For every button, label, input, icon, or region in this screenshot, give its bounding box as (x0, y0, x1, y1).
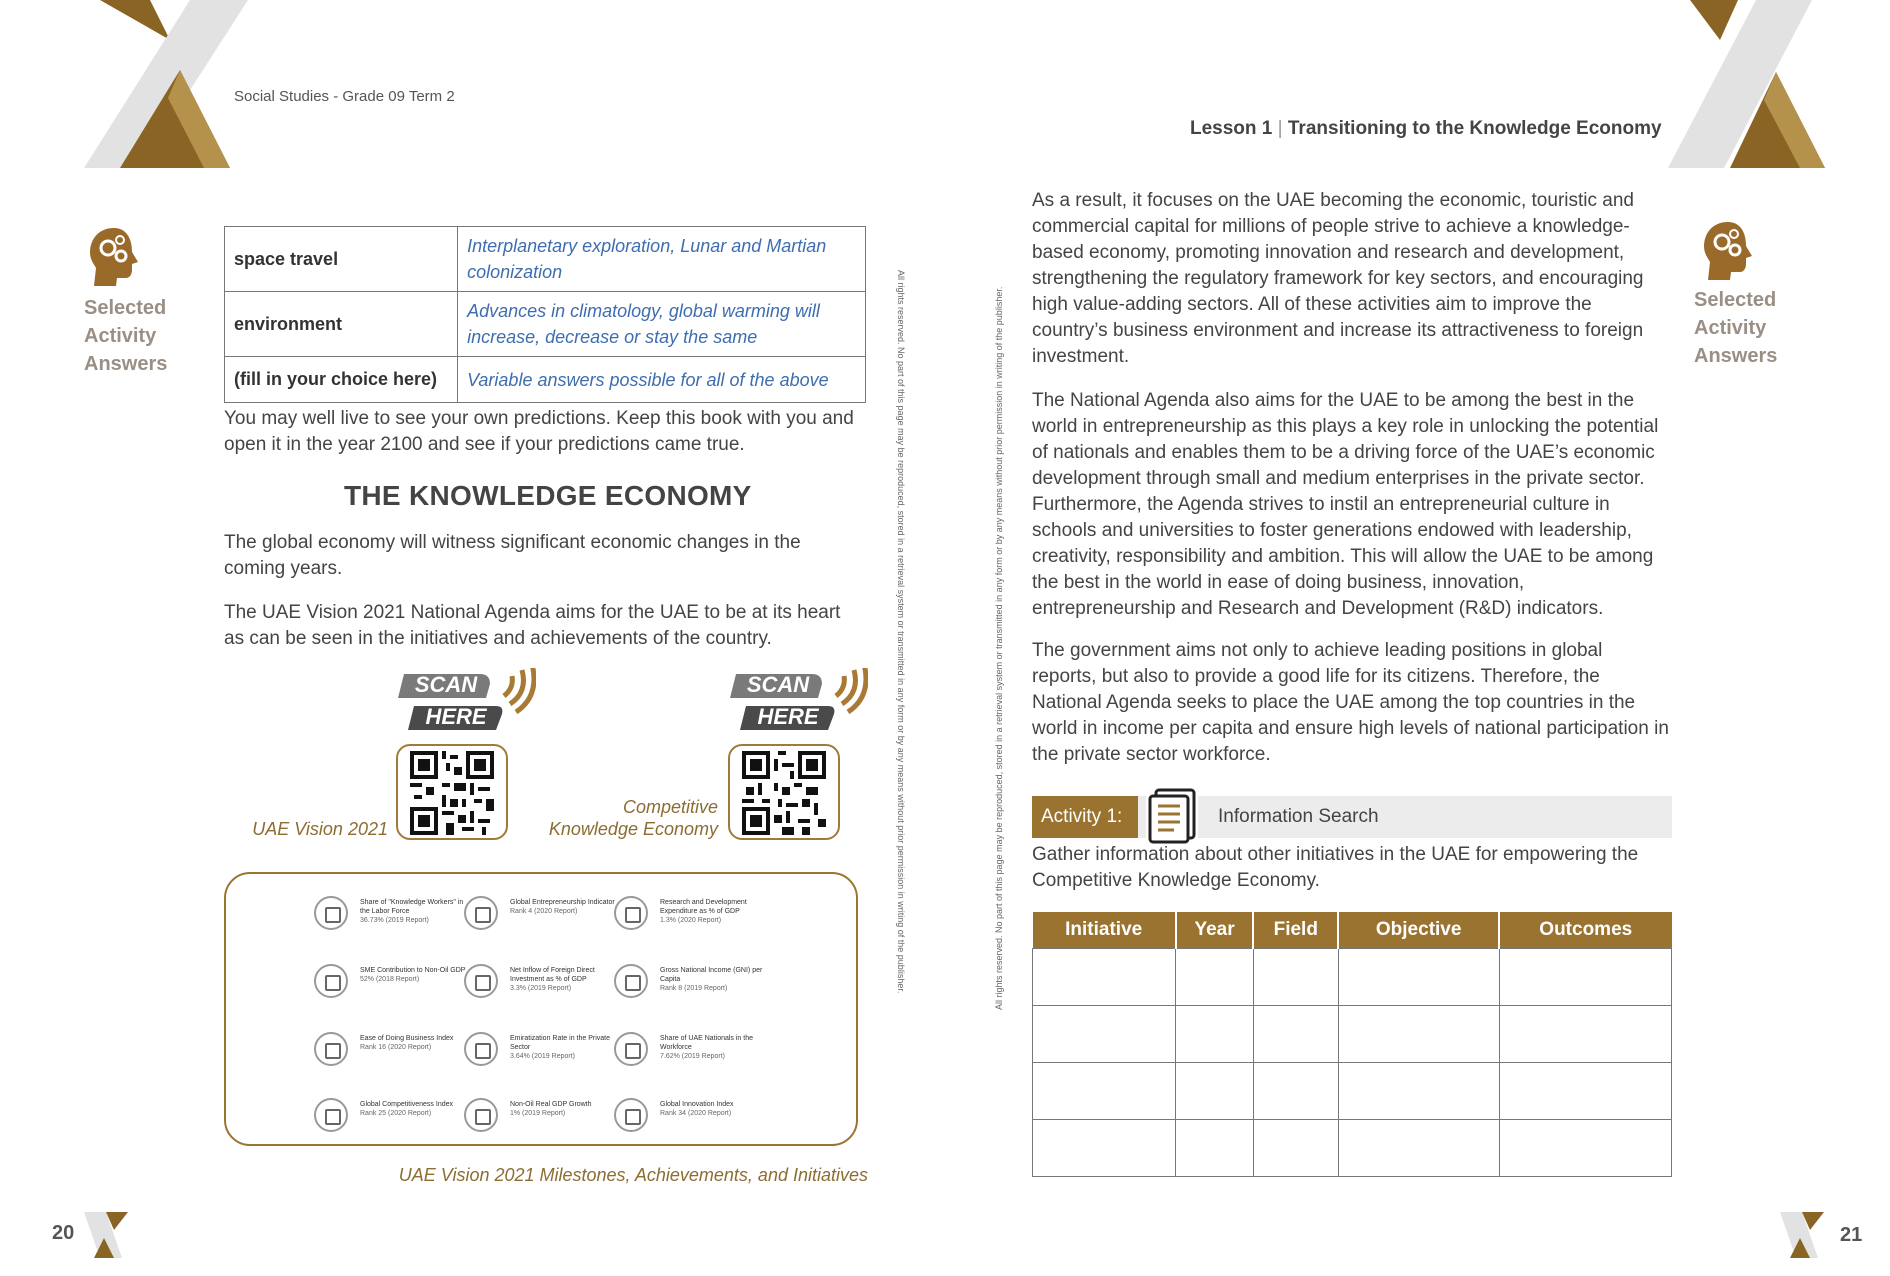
qr2-caption-line2: Knowledge Economy (548, 819, 718, 839)
figure-caption: UAE Vision 2021 Milestones, Achievements, and Initiatives (398, 1165, 868, 1185)
bottom-right-logo (1780, 1212, 1824, 1258)
table-cell[interactable] (1338, 1005, 1499, 1062)
column-header-initiative: Initiative (1033, 912, 1176, 948)
global-economy-paragraph: The global economy will witness significant economic changes in the coming years. (224, 532, 801, 579)
running-header: Social Studies - Grade 09 Term 2 (234, 88, 455, 105)
column-header-year: Year (1176, 912, 1253, 948)
table-cell[interactable] (1253, 1119, 1338, 1176)
answer-cell: Interplanetary exploration, Lunar and Martian colonization (458, 227, 866, 292)
rights-note-left: All rights reserved. No part of this page may be reproduced, stored in a retrieval system or transmitted in any form or by any means without prior permission in writing of the publisher. (896, 270, 906, 994)
milestone-value: 1.3% (2020 Report) (660, 917, 722, 924)
milestone-title: Ease of Doing Business Index (360, 1035, 454, 1042)
qr-code-icon[interactable] (410, 751, 494, 835)
milestone-value: 1% (2019 Report) (510, 1110, 566, 1117)
column-header-field: Field (1253, 912, 1338, 948)
table-cell[interactable] (1253, 948, 1338, 1005)
table-row (225, 227, 866, 292)
selected-activity-answers-right (1694, 220, 1794, 370)
milestone-value: Rank 4 (2020 Report) (510, 908, 578, 915)
milestone-title: Net Inflow of Foreign Direct Investment as % of GDP (510, 967, 595, 983)
milestone-value: Rank 16 (2020 Report) (360, 1044, 432, 1051)
milestone-title: Global Competitiveness Index (360, 1101, 453, 1108)
milestone-title: Global Entrepreneurship Indicator (510, 899, 615, 906)
table-cell[interactable] (1176, 948, 1253, 1005)
topic-cell: space travel (225, 227, 458, 292)
document-list-icon (1146, 788, 1198, 844)
qr-code-icon[interactable] (742, 751, 826, 835)
top-left-decoration (80, 0, 255, 168)
head-gears-icon (1700, 220, 1756, 282)
lesson-title: Transitioning to the Knowledge Economy (1287, 118, 1662, 139)
milestone-value: 3.64% (2019 Report) (510, 1053, 575, 1060)
milestone-value: 7.62% (2019 Report) (660, 1053, 725, 1060)
activity-label: Activity 1: (1032, 796, 1138, 838)
page-number-left: 20 (52, 1222, 75, 1244)
qr-frame-2 (728, 744, 840, 840)
innovation-icon (614, 1098, 648, 1132)
table-row (1033, 1119, 1672, 1176)
business-index-icon (314, 1032, 348, 1066)
activity-table (1032, 912, 1672, 1177)
table-cell[interactable] (1499, 948, 1671, 1005)
activity-title: Information Search (1218, 806, 1379, 827)
milestone-title: Global Innovation Index (660, 1101, 734, 1108)
column-header-outcomes: Outcomes (1499, 912, 1671, 948)
nationals-workforce-icon (614, 1032, 648, 1066)
table-row (225, 292, 866, 357)
here-text: HERE (757, 704, 819, 729)
milestone-value: 52% (2018 Report) (360, 976, 420, 983)
bottom-left-logo (84, 1212, 128, 1258)
emiratization-icon (464, 1032, 498, 1066)
qr2-caption (528, 796, 718, 840)
side-label-line2: Activity (1694, 317, 1767, 339)
table-row (1033, 1062, 1672, 1119)
vision-paragraph: The UAE Vision 2021 National Agenda aims for the UAE to be at its heart as can be seen in the initiatives and achievements of the country. (224, 602, 841, 649)
milestone-title: Research and Development Expenditure as % of GDP (660, 899, 747, 915)
topic-cell: (fill in your choice here) (225, 357, 458, 403)
table-cell[interactable] (1253, 1062, 1338, 1119)
table-row (225, 357, 866, 403)
column-header-objective: Objective (1338, 912, 1499, 948)
top-right-decoration (1660, 0, 1835, 168)
table-cell[interactable] (1033, 1005, 1176, 1062)
scan-text: SCAN (746, 672, 810, 697)
milestone-value: Rank 25 (2020 Report) (360, 1110, 432, 1117)
milestone-value: Rank 8 (2019 Report) (660, 985, 728, 992)
scan-here-badge-1 (396, 668, 536, 746)
right-paragraph-1: As a result, it focuses on the UAE becoming the economic, touristic and commercial capital for millions of people strive to achieve a knowledge-based economy, promoting innovation and research and development, strengthening the regulatory framework for key sectors, and encouraging high value-adding sectors. All of these activities aim to improve the country’s business environment and increase its attractiveness to foreign investment. (1032, 190, 1644, 367)
qr1-caption: UAE Vision 2021 (252, 819, 388, 839)
predictions-paragraph: You may well live to see your own predictions. Keep this book with you and open it in the year 2100 and see if your predictions came true. (224, 408, 854, 455)
milestone-value: 36.73% (2019 Report) (360, 917, 429, 924)
side-label-line1: Selected (1694, 289, 1777, 311)
topic-cell: environment (225, 292, 458, 357)
section-heading: THE KNOWLEDGE ECONOMY (344, 480, 752, 511)
milestone-title: Share of "Knowledge Workers" in the Labor Force (360, 899, 464, 915)
milestone-title: SME Contribution to Non-Oil GDP (360, 967, 466, 974)
milestone-value: Rank 34 (2020 Report) (660, 1110, 732, 1117)
lesson-number: Lesson 1 (1190, 118, 1273, 139)
investment-icon (464, 964, 498, 998)
gdp-growth-icon (464, 1098, 498, 1132)
table-row (1033, 1005, 1672, 1062)
side-label-line1: Selected (84, 297, 167, 319)
page-number-right: 21 (1840, 1224, 1863, 1246)
milestone-title: Share of UAE Nationals in the Workforce (660, 1035, 753, 1051)
competitiveness-icon (314, 1098, 348, 1132)
qr2-caption-line1: Competitive (622, 797, 718, 817)
milestone-title: Emiratization Rate in the Private Sector (510, 1035, 610, 1051)
table-cell[interactable] (1176, 1005, 1253, 1062)
milestones-infographic (224, 872, 858, 1146)
activity-instruction: Gather information about other initiatives in the UAE for empowering the Competitive Knowledge Economy. (1032, 844, 1639, 891)
qr-frame-1 (396, 744, 508, 840)
milestone-value: 3.3% (2019 Report) (510, 985, 572, 992)
scan-text: SCAN (414, 672, 478, 697)
table-cell[interactable] (1338, 948, 1499, 1005)
table-cell[interactable] (1033, 1062, 1176, 1119)
side-label-line3: Answers (1694, 345, 1778, 367)
right-paragraph-3: The government aims not only to achieve leading positions in global reports, but also to provide a good life for its citizens. Therefore, the National Agenda seeks to place the UAE among the top countries in the world in income per capita and ensure high levels of national participation in the private sector workforce. (1032, 640, 1669, 765)
table-cell[interactable] (1499, 1005, 1671, 1062)
header-separator: | (1277, 118, 1283, 139)
selected-activity-answers-left (84, 226, 184, 378)
workers-icon (314, 896, 348, 930)
side-label-line3: Answers (84, 353, 168, 375)
research-icon (614, 896, 648, 930)
milestone-title: Non-Oil Real GDP Growth (510, 1101, 592, 1108)
sme-icon (314, 964, 348, 998)
scan-here-badge-2 (728, 668, 868, 746)
table-cell[interactable] (1176, 1119, 1253, 1176)
table-cell[interactable] (1253, 1005, 1338, 1062)
right-paragraph-2: The National Agenda also aims for the UAE to be among the best in the world in entrepreneurship as this plays a key role in unlocking the potential of nationals and enables them to be a driving force of the UAE’s economic development through small and medium enterprises in the private sector. Furthermore, the Agenda strives to instil an entrepreneurial culture in schools and universities to foster generations endowed with leadership, creativity, responsibility and ambition. This will allow the UAE to be among the best in the world in ease of doing business, innovation, entrepreneurship and Research and Development (R&D) indicators. (1032, 390, 1659, 619)
head-gears-icon (86, 226, 142, 288)
rights-note-right: All rights reserved. No part of this page may be reproduced, stored in a retrieval system or transmitted in any form or by any means without prior permission in writing of the publisher. (994, 286, 1004, 1010)
answer-cell: Variable answers possible for all of the above (458, 357, 866, 403)
table-cell[interactable] (1033, 1119, 1176, 1176)
here-text: HERE (425, 704, 487, 729)
table-cell[interactable] (1499, 1119, 1671, 1176)
table-cell[interactable] (1499, 1062, 1671, 1119)
table-cell[interactable] (1338, 1062, 1499, 1119)
table-cell[interactable] (1176, 1062, 1253, 1119)
entrepreneurship-icon (464, 896, 498, 930)
answer-cell: Advances in climatology, global warming will increase, decrease or stay the same (458, 292, 866, 357)
prediction-table (224, 226, 866, 403)
lesson-header (1190, 118, 1662, 140)
table-cell[interactable] (1033, 948, 1176, 1005)
table-row (1033, 948, 1672, 1005)
side-label-line2: Activity (84, 325, 157, 347)
gni-icon (614, 964, 648, 998)
table-cell[interactable] (1338, 1119, 1499, 1176)
milestone-title: Gross National Income (GNI) per Capita (660, 967, 763, 983)
table-header-row (1033, 912, 1672, 948)
